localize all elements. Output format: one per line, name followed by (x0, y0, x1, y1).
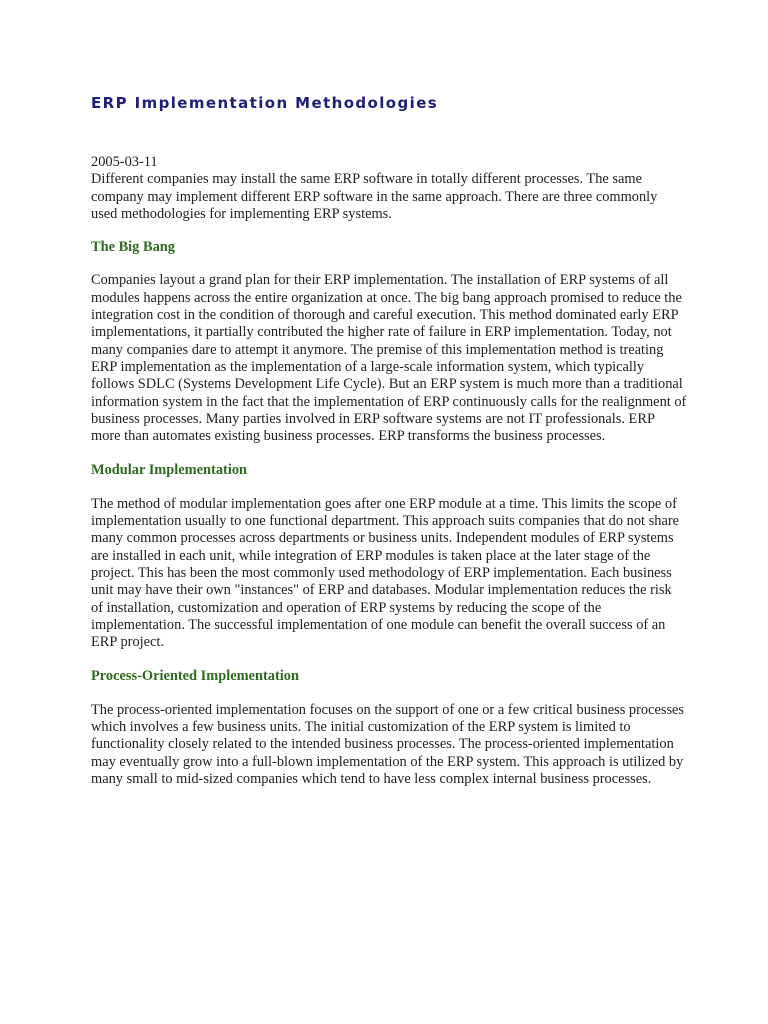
section-body-process-oriented: The process-oriented implementation focuses on the support of one or a few critical business processes which involves a few business units. The initial customization of the ERP system is limited to functionality closely related to the intended business processes. The process-oriented implementation may eventually grow into a full-blown implementation of the ERP system. This approach is utilized by many small to mid-sized companies which tend to have less complex internal business processes. (91, 701, 685, 787)
publish-date: 2005-03-11 (91, 154, 158, 170)
section-heading-modular: Modular Implementation (91, 462, 248, 479)
article-content (91, 154, 687, 805)
section-body-big-bang: Companies layout a grand plan for their ERP implementation. The installation of ERP systems of all modules happens across the entire organization at once. The big bang approach promised to reduce the integration cost in the condition of thorough and careful execution. This method dominated early ERP implementations, it partially contributed the higher rate of failure in ERP implementation. Today, not many companies dare to attempt it anymore. The premise of this implementation method is treating ERP implementation as the implementation of a large-scale information system, which typically follows SDLC (Systems Development Life Cycle). But an ERP system is much more than a traditional information system in the fact that the implementation of ERP continuously calls for the realignment of business processes. Many parties involved in ERP software systems are not IT professionals. ERP more than automates existing business processes. ERP transforms the business processes. (91, 272, 687, 445)
section-heading-process-oriented: Process-Oriented Implementation (91, 668, 299, 685)
section-body-modular: The method of modular implementation goes after one ERP module at a time. This limits the scope of implementation usually to one functional department. This approach suits companies that do not share many common processes across departments or business units. Independent modules of ERP systems are installed in each unit, while integration of ERP modules is taken place at the later stage of the project. This has been the most commonly used methodology of ERP implementation. Each business unit may have their own "instances" of ERP and databases. Modular implementation reduces the risk of installation, customization and operation of ERP systems by reducing the scope of the implementation. The successful implementation of one module can benefit the overall success of an ERP project. (91, 495, 680, 651)
page-title: ERP Implementation Methodologies (91, 94, 439, 112)
intro-paragraph: Different companies may install the same ERP software in totally different processes. The same company may implement different ERP software in the same approach. There are three commonly used methodologies for implementing ERP systems. (91, 171, 658, 222)
section-heading-big-bang: The Big Bang (91, 239, 175, 256)
